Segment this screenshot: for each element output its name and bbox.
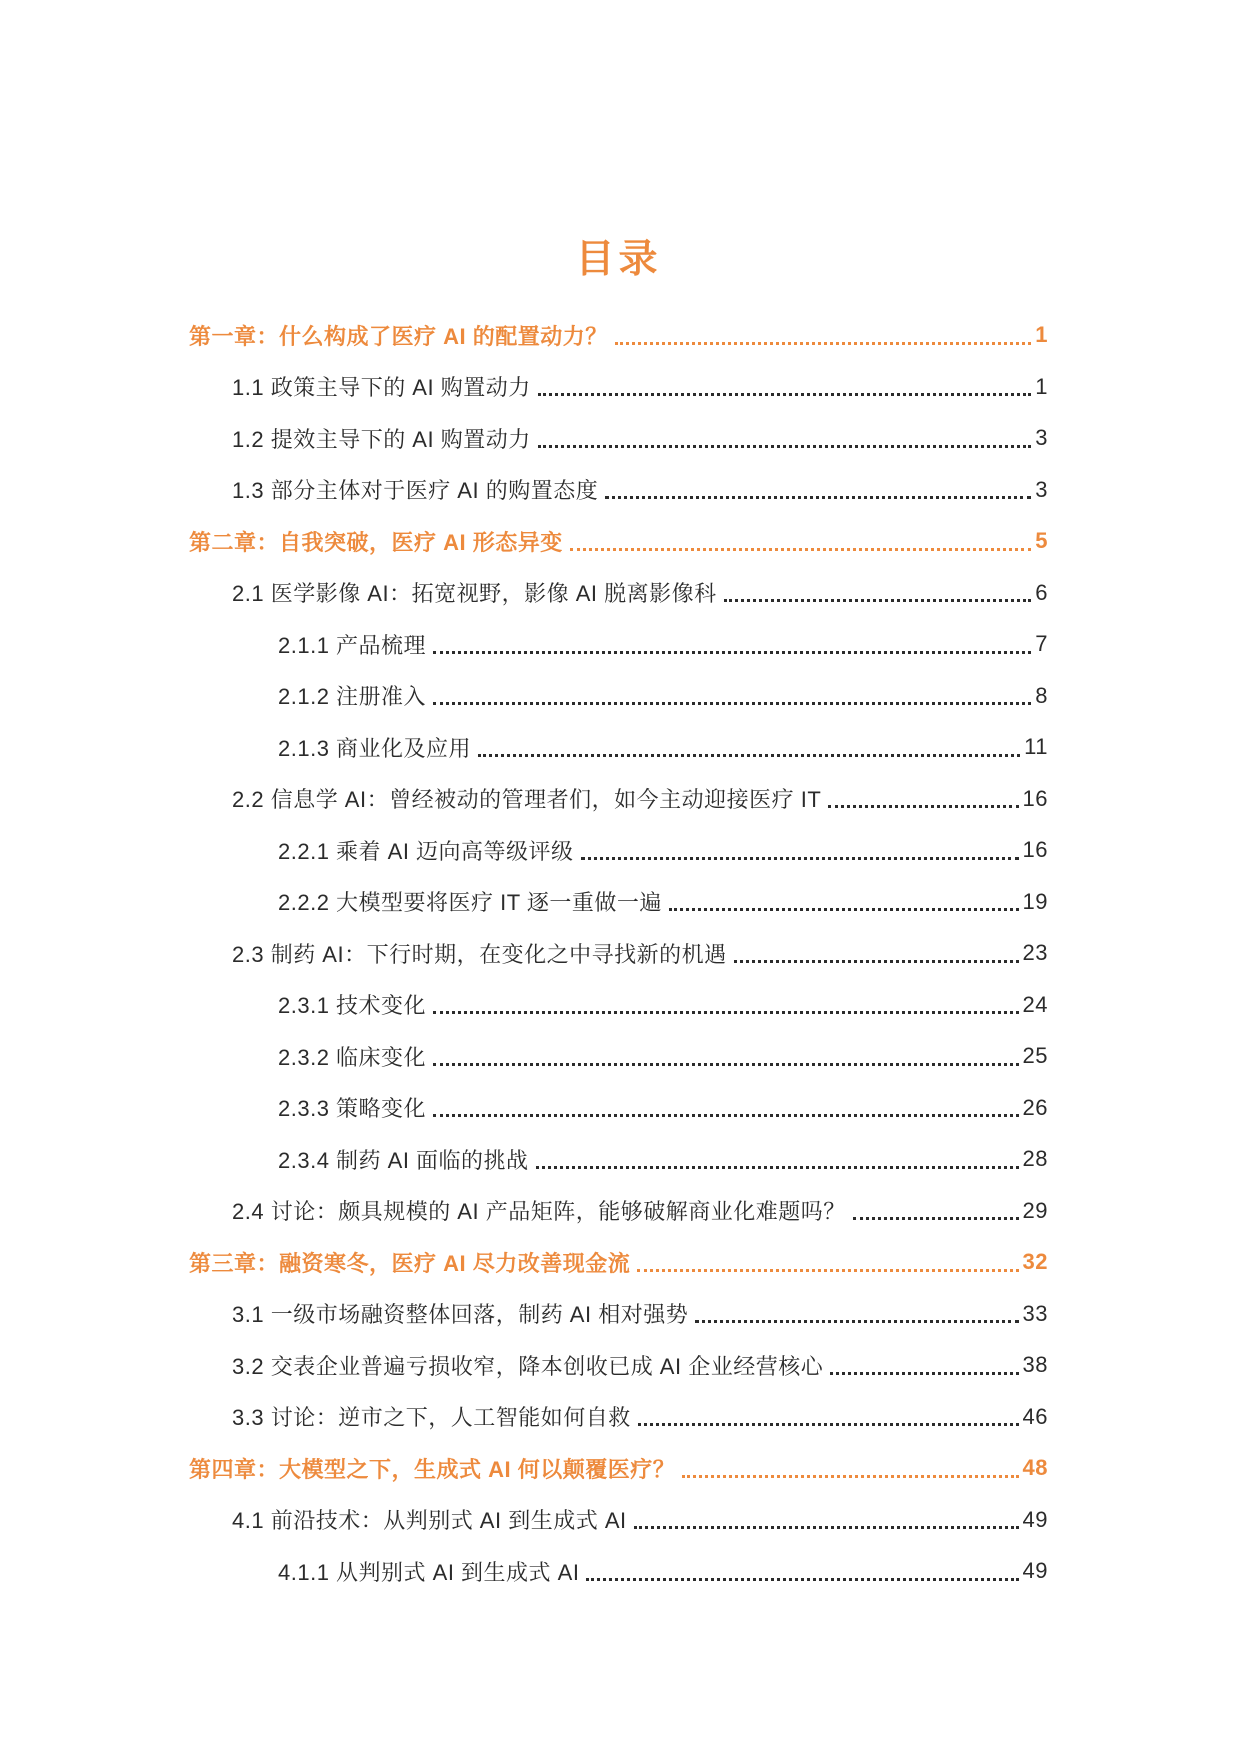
toc-entry-page: 25	[1022, 1043, 1048, 1069]
toc-entries	[189, 310, 1048, 1598]
toc-entry	[189, 1340, 1048, 1392]
toc-entry-page: 1	[1035, 322, 1048, 348]
toc-entry-label: 第一章：什么构成了医疗 AI 的配置动力？	[189, 323, 608, 349]
toc-entry-label: 2.4 讨论：颇具规模的 AI 产品矩阵，能够破解商业化难题吗？	[232, 1199, 846, 1225]
dot-leader	[433, 702, 1031, 705]
toc-entry	[189, 413, 1048, 465]
toc-entry-label: 第三章：融资寒冬，医疗 AI 尽力改善现金流	[189, 1250, 631, 1276]
toc-entry	[189, 876, 1048, 928]
dot-leader	[433, 1063, 1018, 1066]
toc-entry	[189, 1494, 1048, 1546]
toc-entry-label: 2.2.1 乘着 AI 迈向高等级评级	[278, 838, 574, 864]
dot-leader	[581, 857, 1019, 860]
toc-entry-page: 26	[1022, 1094, 1048, 1120]
toc-entry-label: 3.3 讨论：逆市之下，人工智能如何自救	[232, 1405, 631, 1431]
toc-entry-page: 23	[1022, 940, 1048, 966]
toc-entry	[189, 567, 1048, 619]
toc-entry	[189, 928, 1048, 980]
toc-entry-label: 3.2 交表企业普遍亏损收窄，降本创收已成 AI 企业经营核心	[232, 1353, 824, 1379]
dot-leader	[695, 1320, 1018, 1323]
toc-entry	[189, 361, 1048, 413]
toc-entry	[189, 1031, 1048, 1083]
toc-entry	[189, 516, 1048, 568]
toc-entry-label: 2.1.2 注册准入	[278, 684, 427, 710]
toc-entry-label: 第二章：自我突破，医疗 AI 形态异变	[189, 529, 563, 555]
toc-entry	[189, 1391, 1048, 1443]
toc-entry-label: 1.2 提效主导下的 AI 购置动力	[232, 426, 531, 452]
toc-entry-page: 48	[1022, 1455, 1048, 1481]
toc-entry-page: 19	[1022, 888, 1048, 914]
dot-leader	[605, 496, 1031, 499]
toc-entry	[189, 310, 1048, 362]
toc-entry	[189, 773, 1048, 825]
toc-entry-label: 第四章：大模型之下，生成式 AI 何以颠覆医疗？	[189, 1456, 676, 1482]
dot-leader	[724, 599, 1032, 602]
toc-entry	[189, 1237, 1048, 1289]
toc-entry-label: 2.3.1 技术变化	[278, 993, 427, 1019]
toc-entry-page: 11	[1024, 734, 1048, 760]
dot-leader	[634, 1526, 1019, 1529]
toc-entry-page: 7	[1035, 631, 1048, 657]
toc-entry-page: 6	[1035, 579, 1048, 605]
toc-entry-page: 3	[1035, 425, 1048, 451]
toc-entry	[189, 1288, 1048, 1340]
toc-entry-page: 29	[1022, 1197, 1048, 1223]
dot-leader	[734, 960, 1019, 963]
toc-entry	[189, 825, 1048, 877]
toc-entry-page: 5	[1035, 528, 1048, 554]
dot-leader	[433, 651, 1031, 654]
toc-entry-label: 2.3.2 临床变化	[278, 1044, 427, 1070]
toc-entry	[189, 670, 1048, 722]
dot-leader	[853, 1217, 1019, 1220]
dot-leader	[669, 908, 1019, 911]
toc-entry	[189, 1546, 1048, 1598]
toc-entry	[189, 979, 1048, 1031]
toc-entry-label: 2.3 制药 AI：下行时期，在变化之中寻找新的机遇	[232, 941, 727, 967]
toc-entry-label: 2.1 医学影像 AI：拓宽视野，影像 AI 脱离影像科	[232, 581, 717, 607]
dot-leader	[570, 548, 1032, 551]
dot-leader	[615, 342, 1032, 345]
toc-entry-page: 49	[1022, 1506, 1048, 1532]
toc-entry	[189, 464, 1048, 516]
dot-leader	[478, 754, 1020, 757]
toc-entry-page: 16	[1022, 837, 1048, 863]
toc-entry-label: 2.2.2 大模型要将医疗 IT 逐一重做一遍	[278, 890, 662, 916]
dot-leader	[828, 805, 1018, 808]
toc-entry-page: 1	[1035, 373, 1048, 399]
toc-entry	[189, 1185, 1048, 1237]
toc-entry-page: 28	[1022, 1146, 1048, 1172]
toc-entry-page: 3	[1035, 476, 1048, 502]
toc-content	[189, 238, 1048, 1597]
dot-leader	[638, 1423, 1019, 1426]
toc-entry-label: 1.1 政策主导下的 AI 购置动力	[232, 375, 531, 401]
toc-entry-page: 33	[1022, 1300, 1048, 1326]
dot-leader	[586, 1578, 1018, 1581]
dot-leader	[433, 1114, 1018, 1117]
toc-entry-page: 24	[1022, 991, 1048, 1017]
toc-entry-page: 38	[1022, 1352, 1048, 1378]
toc-entry	[189, 1082, 1048, 1134]
toc-entry-page: 8	[1035, 682, 1048, 708]
dot-leader	[637, 1269, 1018, 1272]
dot-leader	[536, 1166, 1019, 1169]
toc-entry-label: 2.1.3 商业化及应用	[278, 735, 472, 761]
toc-entry-label: 2.3.3 策略变化	[278, 1096, 427, 1122]
page-title: 目录	[575, 238, 662, 281]
toc-entry	[189, 1443, 1048, 1495]
toc-entry	[189, 619, 1048, 671]
toc-entry	[189, 1134, 1048, 1186]
toc-entry-page: 46	[1022, 1403, 1048, 1429]
dot-leader	[538, 445, 1032, 448]
dot-leader	[830, 1372, 1018, 1375]
toc-entry-page: 32	[1022, 1249, 1048, 1275]
toc-entry-label: 2.2 信息学 AI：曾经被动的管理者们，如今主动迎接医疗 IT	[232, 787, 822, 813]
toc-entry-label: 3.1 一级市场融资整体回落，制药 AI 相对强势	[232, 1302, 689, 1328]
dot-leader	[682, 1475, 1018, 1478]
toc-entry-label: 4.1.1 从判别式 AI 到生成式 AI	[278, 1559, 580, 1585]
toc-entry-label: 4.1 前沿技术：从判别式 AI 到生成式 AI	[232, 1508, 627, 1534]
toc-entry-label: 1.3 部分主体对于医疗 AI 的购置态度	[232, 478, 599, 504]
toc-entry-page: 16	[1022, 785, 1048, 811]
toc-entry-page: 49	[1022, 1558, 1048, 1584]
toc-entry-label: 2.1.1 产品梳理	[278, 632, 427, 658]
toc-entry	[189, 722, 1048, 774]
toc-entry-label: 2.3.4 制药 AI 面临的挑战	[278, 1147, 529, 1173]
dot-leader	[433, 1011, 1018, 1014]
dot-leader	[538, 393, 1032, 396]
